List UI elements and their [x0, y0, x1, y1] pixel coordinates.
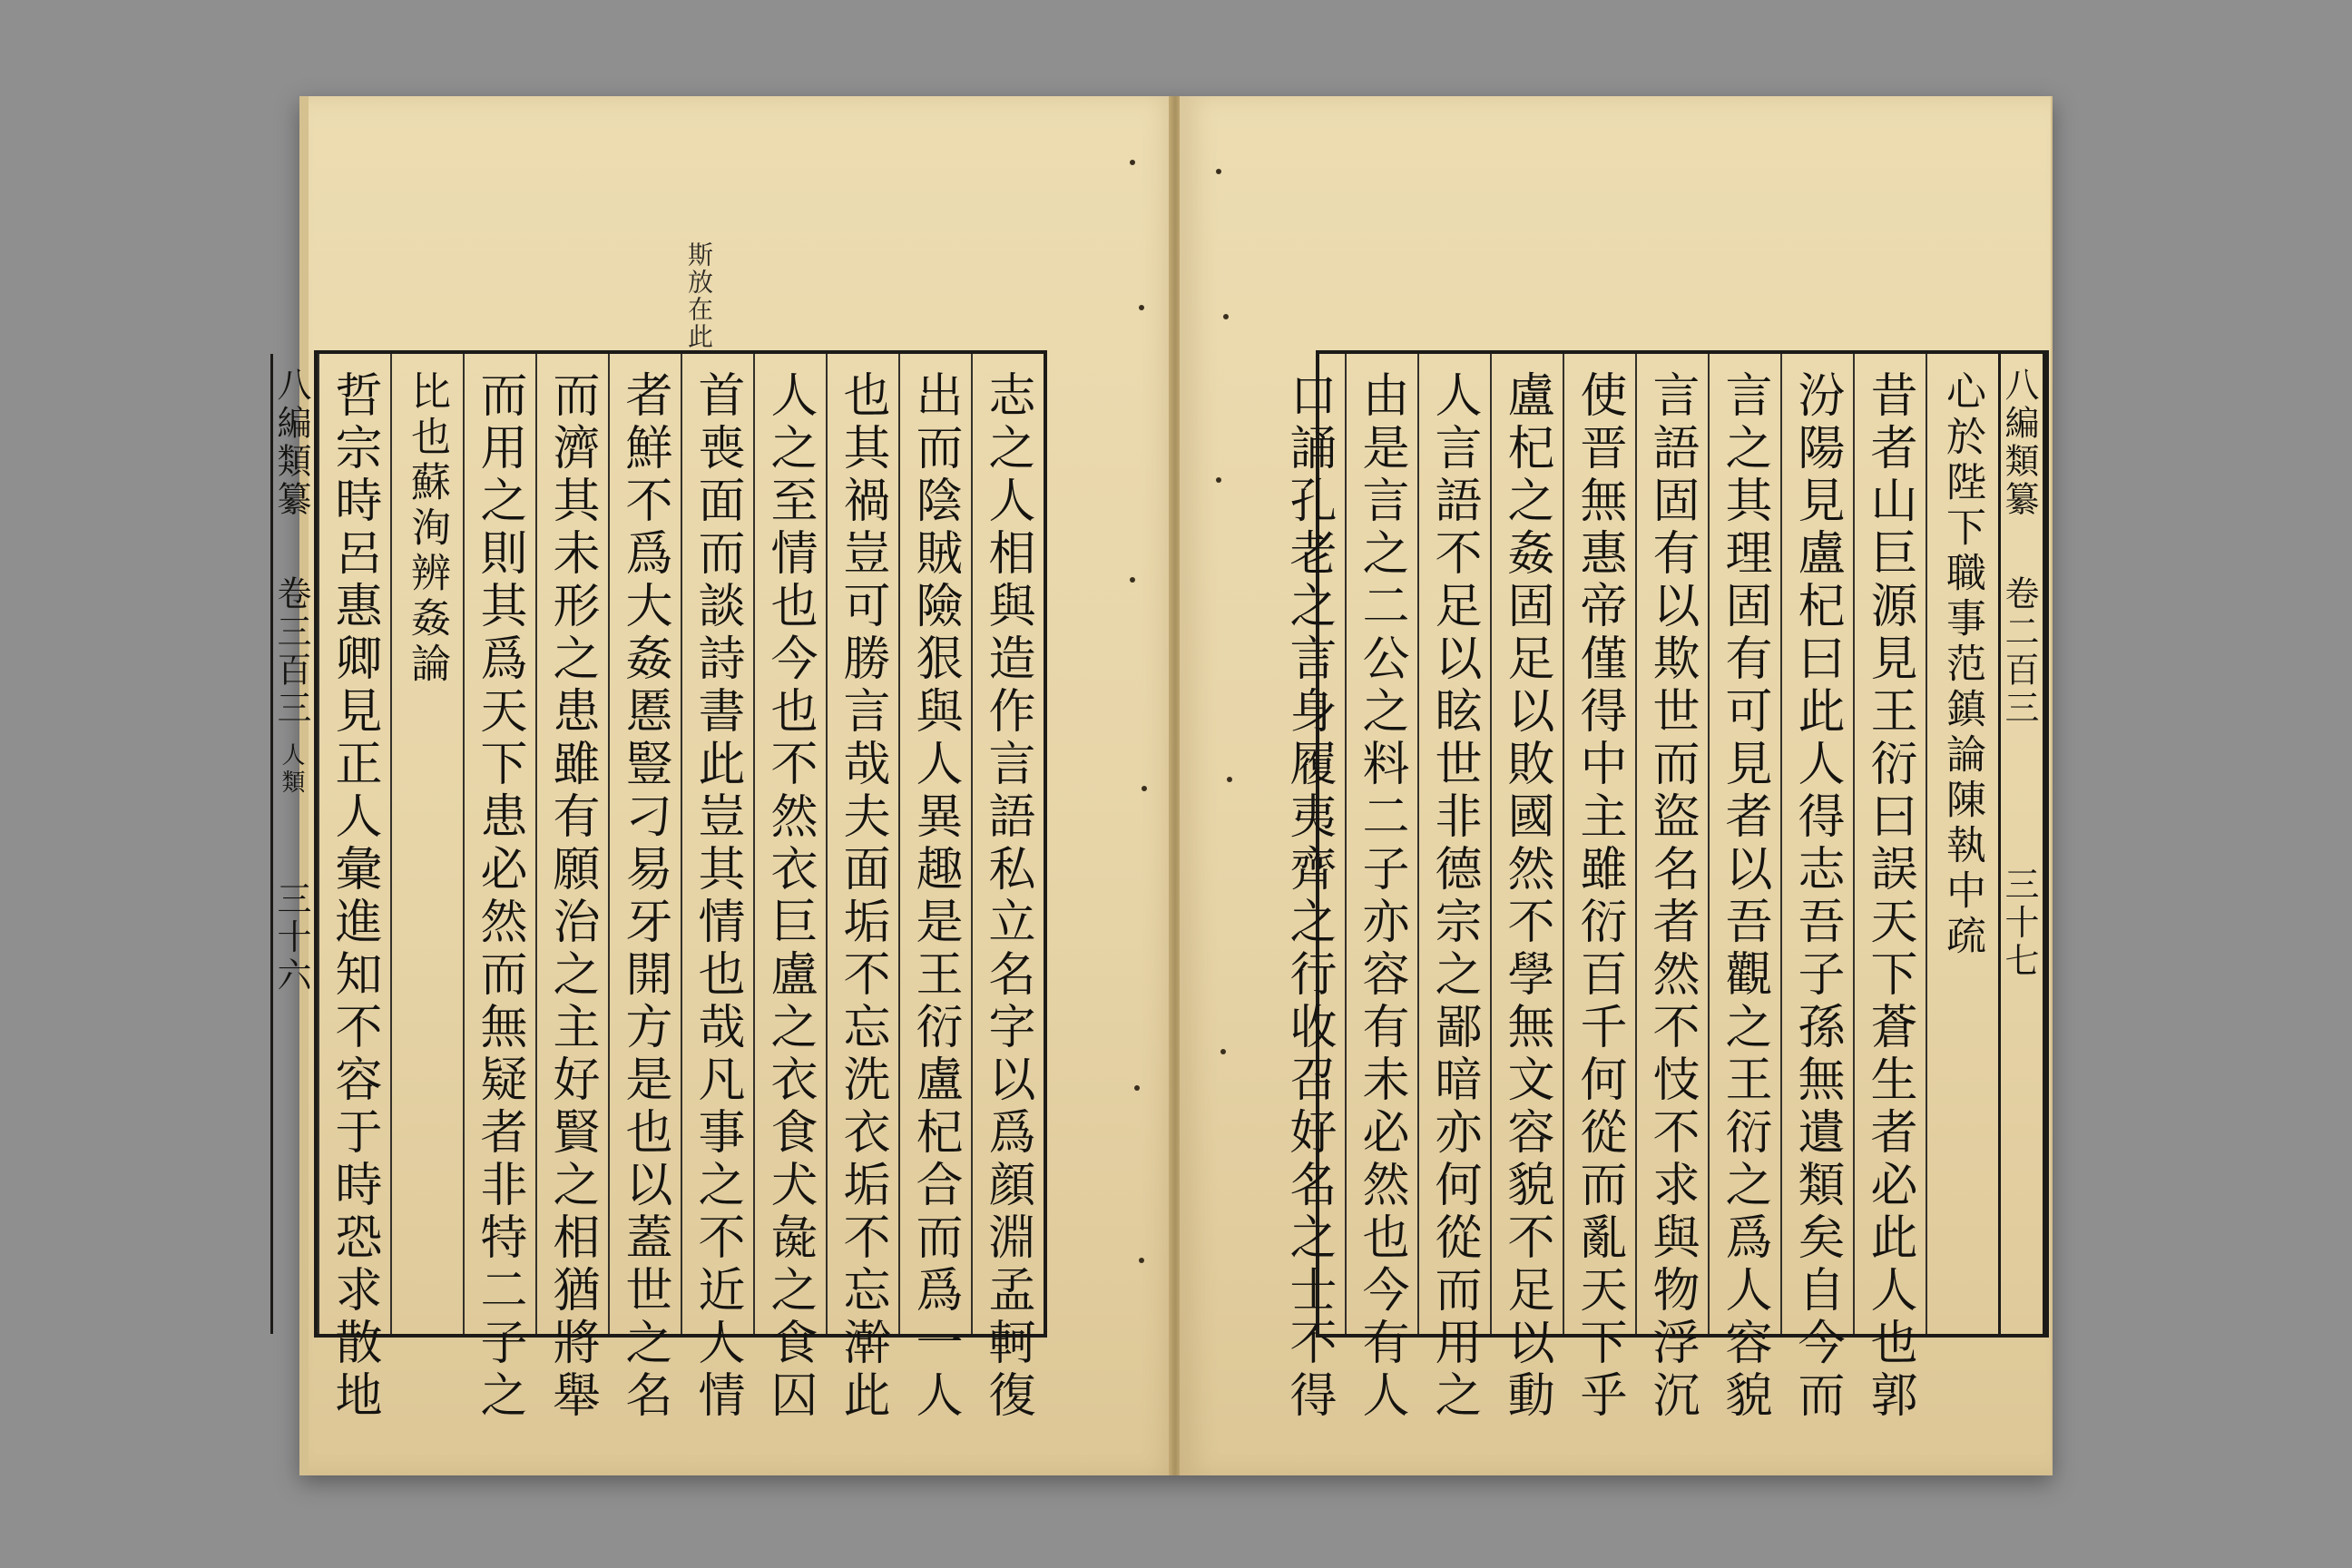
- left-column-4: 人之至情也今也不然衣巨盧之衣食犬彘之食囚: [753, 354, 826, 1334]
- stitch-hole: [1227, 777, 1232, 782]
- right-columns: [1281, 354, 2045, 1423]
- left-column-10: 哲宗時呂惠卿見正人彙進知不容于時恐求散地: [318, 354, 390, 1334]
- left-column-7: 而濟其未形之患雖有願治之主好賢之相猶將舉: [535, 354, 608, 1334]
- stitch-hole: [1216, 169, 1221, 174]
- left-column-2: 出而陰賊險狠與人異趣是王衍盧杞合而爲一人: [898, 354, 971, 1334]
- right-folio: 三十七: [1999, 866, 2039, 981]
- stitch-hole: [1223, 314, 1229, 319]
- stitch-hole: [1134, 1085, 1140, 1091]
- left-column-8: 而用之則其爲天下患必然而無疑者非特二子之: [463, 354, 535, 1334]
- stitch-hole: [1142, 786, 1147, 791]
- stitch-hole: [1139, 305, 1144, 310]
- right-page: [1180, 96, 2051, 1475]
- left-column-5: 首喪面而談詩書此豈其情也哉凡事之不近人情: [681, 354, 753, 1334]
- left-folio: 三十六: [271, 880, 311, 995]
- left-column-9: 比也蘇洵辨姦論: [390, 354, 463, 1334]
- left-column-6: 者鮮不爲大姦慝豎刁易牙開方是也以蓋世之名: [608, 354, 681, 1334]
- right-column-7: 盧杞之姦固足以敗國然不學無文容貌不足以動: [1490, 354, 1563, 1334]
- left-column-1: 志之人相與造作言語私立名字以爲顔淵孟軻復: [971, 354, 1044, 1334]
- right-column-8: 人言語不足以眩世非德宗之鄙暗亦何從而用之: [1417, 354, 1490, 1334]
- right-text-frame: [1281, 350, 2049, 1423]
- left-band-category: 人類: [278, 742, 305, 798]
- right-column-2: 昔者山巨源見王衍曰誤天下蒼生者必此人也郭: [1853, 354, 1926, 1334]
- right-band-volume: 卷二百三: [1999, 575, 2039, 729]
- left-text-frame: [271, 350, 1047, 1423]
- stitch-hole: [1130, 160, 1135, 165]
- right-column-4: 言之其理固有可見者以吾觀之王衍之爲人容貌: [1708, 354, 1780, 1334]
- left-marginal-note: 斯放在此: [684, 241, 714, 350]
- right-column-9: 由是言之二公之料二子亦容有未必然也今有人: [1345, 354, 1417, 1334]
- left-column-3: 也其禍豈可勝言哉夫面垢不忘洗衣垢不忘澣此: [826, 354, 898, 1334]
- right-column-3: 汾陽見盧杞曰此人得志吾子孫無遺類矣自今而: [1780, 354, 1853, 1334]
- right-column-5: 言語固有以欺世而盜名者然不忮不求與物浮沉: [1635, 354, 1708, 1334]
- right-column-1: 心於陛下職事范鎮論陳執中疏: [1926, 354, 1998, 1334]
- right-band: [1998, 354, 2045, 1334]
- stitch-hole: [1139, 1258, 1144, 1263]
- stitch-hole: [1220, 1049, 1226, 1054]
- left-band-title: 八編類纂: [271, 367, 311, 519]
- left-band-volume: 卷三百三: [271, 575, 311, 729]
- right-column-10: 口誦孔老之言身履夷齊之行收召好名之士不得: [1281, 370, 1336, 1423]
- left-band: [270, 354, 318, 1334]
- left-columns: [271, 354, 1044, 1423]
- stitch-hole: [1216, 477, 1221, 483]
- book-spread: [271, 96, 2053, 1475]
- right-column-6: 使晋無惠帝僅得中主雖衍百千何從而亂天下乎: [1563, 354, 1635, 1334]
- right-band-title: 八編類纂: [1999, 367, 2039, 519]
- stitch-hole: [1130, 577, 1135, 583]
- left-page: [271, 96, 1180, 1475]
